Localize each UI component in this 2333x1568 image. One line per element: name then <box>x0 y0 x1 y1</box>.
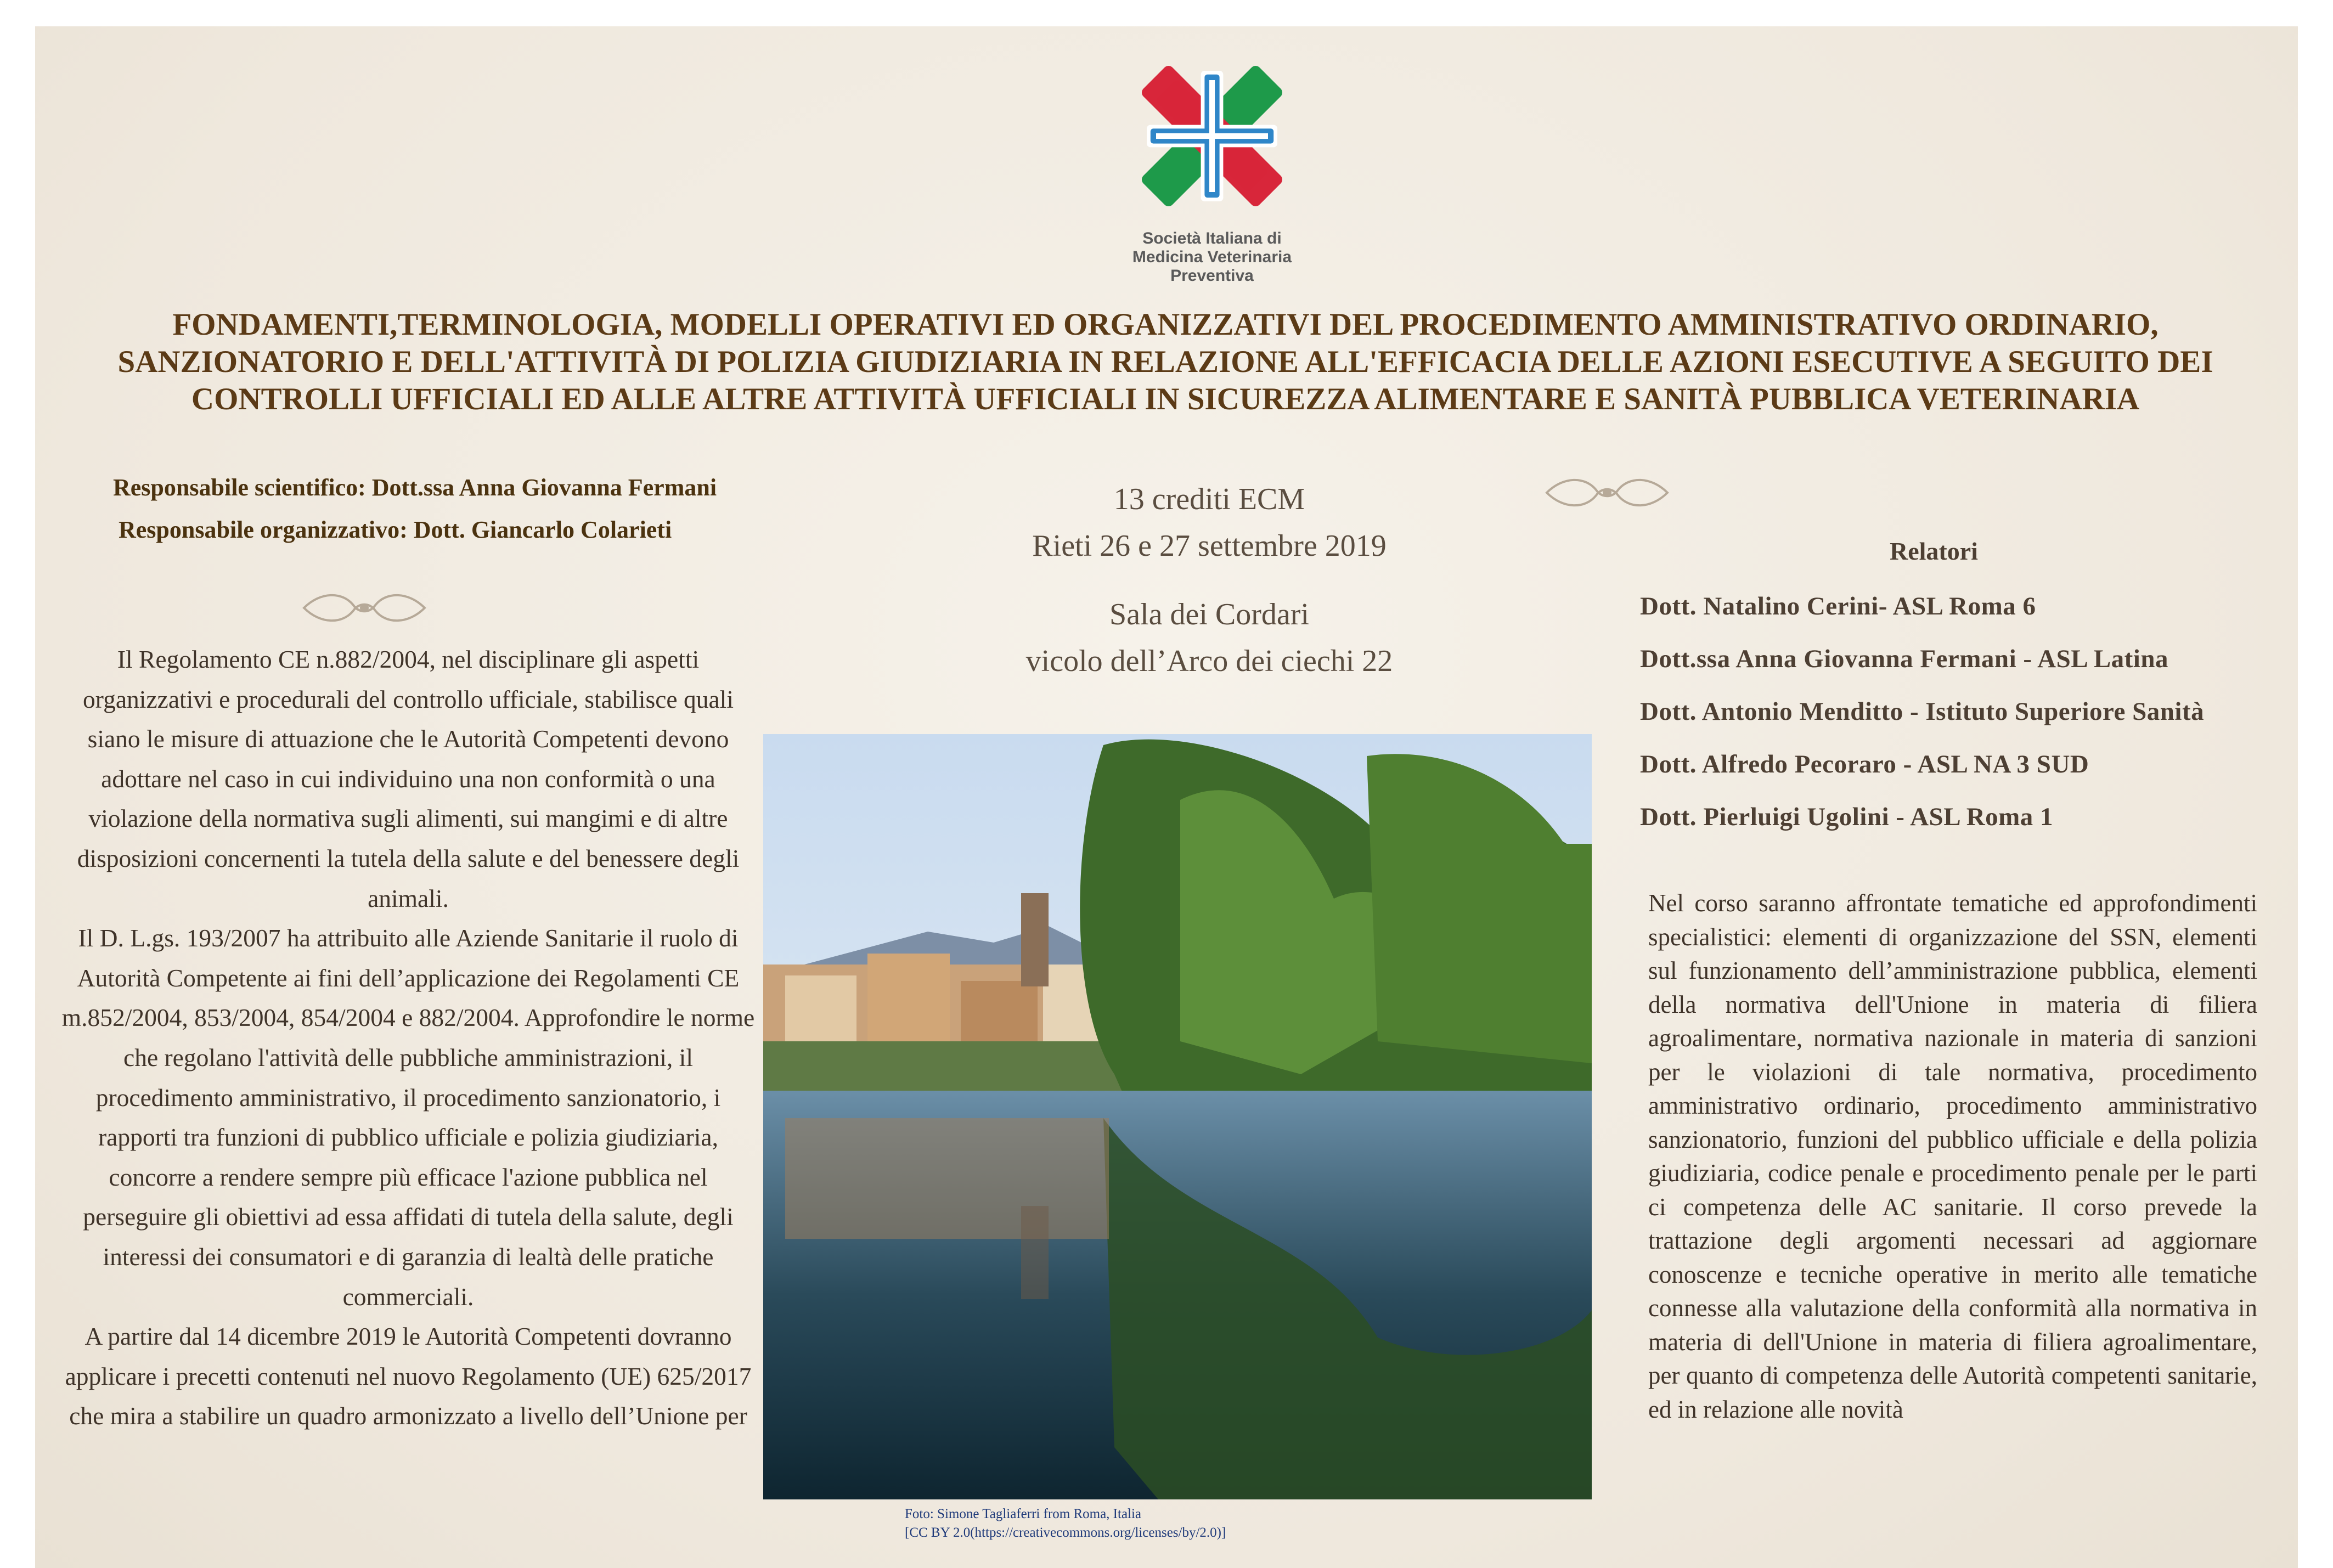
speaker-item: Dott. Natalino Cerini- ASL Roma 6 <box>1640 592 2036 621</box>
speaker-item: Dott. Antonio Menditto - Istituto Superiore Sanità <box>1640 697 2205 726</box>
photo-credit-license: [CC BY 2.0(https://creativecommons.org/licenses/by/2.0)] <box>905 1525 1226 1540</box>
paragraph: Il Regolamento CE n.882/2004, nel disciplinare gli aspetti organizzativi e procedurali del controllo ufficiale, stabilisce quali siano le misure di attuazione che le Autorità Competenti devono adottare nel caso in cui individuino una non conformità o una violazione della normativa sugli alimenti, sui mangimi e di altre disposizioni concernenti la tutela della salute e del benessere degli animali. <box>77 645 740 912</box>
rieti-photo <box>763 734 1592 1499</box>
org-name-line: Società Italiana di <box>1142 229 1282 247</box>
speaker-item: Dott. Alfredo Pecoraro - ASL NA 3 SUD <box>1640 750 2089 779</box>
event-address: vicolo dell’Arco dei ciechi 22 <box>1025 644 1393 678</box>
event-date: Rieti 26 e 27 settembre 2019 <box>1032 529 1387 563</box>
course-title: FONDAMENTI,TERMINOLOGIA, MODELLI OPERATIVI ED ORGANIZZATIVI DEL PROCEDIMENTO AMMINISTRATIVO ORDINARIO, SANZIONATORIO E DELL'ATTIVITÀ DI POLIZIA GIUDIZIARIA IN RELAZIONE ALL'EFFICACIA DELLE AZIONI ESECUTIVE A SEGUITO DEI CONTROLLI UFFICIALI ED ALLE ALTRE ATTIVITÀ UFFICIALI IN SICUREZZA ALIMENTARE E SANITÀ PUBBLICA VETERINARIA <box>117 307 2213 416</box>
poster <box>35 26 2298 1568</box>
ecm-credits: 13 crediti ECM <box>1113 482 1305 516</box>
organizational-lead: Responsabile organizzativo: Dott. Giancarlo Colarieti <box>119 516 672 543</box>
medicine-cross-icon <box>1119 43 1305 229</box>
paragraph: A partire dal 14 dicembre 2019 le Autorità Competenti dovranno applicare i precetti contenuti nel nuovo Regolamento (UE) 625/2017 che mira a stabilire un quadro armonizzato a livello dell’Unione per <box>65 1322 752 1430</box>
river-town-image <box>763 734 1592 1499</box>
org-name-line: Medicina Veterinaria <box>1132 248 1292 266</box>
ornament-flourish-icon <box>298 586 430 630</box>
ornament-flourish-icon <box>1541 471 1673 515</box>
photo-credit-author: Foto: Simone Tagliaferri from Roma, Italia <box>905 1507 1142 1521</box>
paragraph: Il D. L.gs. 193/2007 ha attribuito alle Aziende Sanitarie il ruolo di Autorità Competente ai fini dell’applicazione dei Regolamenti CE m.852/2004, 853/2004, 854/2004 e 882/2004. Approfondire le norme che regolano l'attività delle pubbliche amministrazioni, il procedimento amministrativo, il procedimento sanzionatorio, i rapporti tra funzioni di pubblico ufficiale e polizia giudiziaria, concorre a rendere sempre più efficace l'azione pubblica nel perseguire gli obiettivi ad essa affidati di tutela della salute, degli interessi dei consumatori e di garanzia di lealtà delle pratiche commerciali. <box>61 924 755 1311</box>
org-name-line: Preventiva <box>1170 267 1254 285</box>
left-description <box>57 640 759 1436</box>
speaker-item: Dott.ssa Anna Giovanna Fermani - ASL Latina <box>1640 645 2168 673</box>
speakers-heading: Relatori <box>1890 537 1978 565</box>
speaker-item: Dott. Pierluigi Ugolini - ASL Roma 1 <box>1640 803 2054 831</box>
event-venue: Sala dei Cordari <box>1109 597 1309 631</box>
society-logo <box>1102 43 1322 317</box>
right-description: Nel corso saranno affrontate tematiche ed approfondimenti specialistici: elementi di organizzazione del SSN, elementi sul funzionamento dell’amministrazione pubblica, elementi della normativa dell'Unione in materia di filiera agroalimentare, normativa nazionale in materia di sanzioni per le violazioni di tale normativa, procedimento amministrativo ordinario, procedimento amministrativo sanzionatorio, funzioni del pubblico ufficiale e della polizia giudiziaria, codice penale e procedimento penale per le parti ci competenza delle AC sanitarie. Il corso prevede la trattazione degli argomenti necessari ad aggiornare conoscenze e tecniche operative in merito alle tematiche connesse alla valutazione della conformità alla normativa in materia di dell'Unione in materia di filiera agroalimentare, per quanto di competenza delle Autorità competenti sanitarie, ed in relazione alle novità <box>1648 889 2257 1423</box>
scientific-lead: Responsabile scientifico: Dott.ssa Anna Giovanna Fermani <box>113 474 717 501</box>
photo-credit <box>905 1505 1226 1542</box>
